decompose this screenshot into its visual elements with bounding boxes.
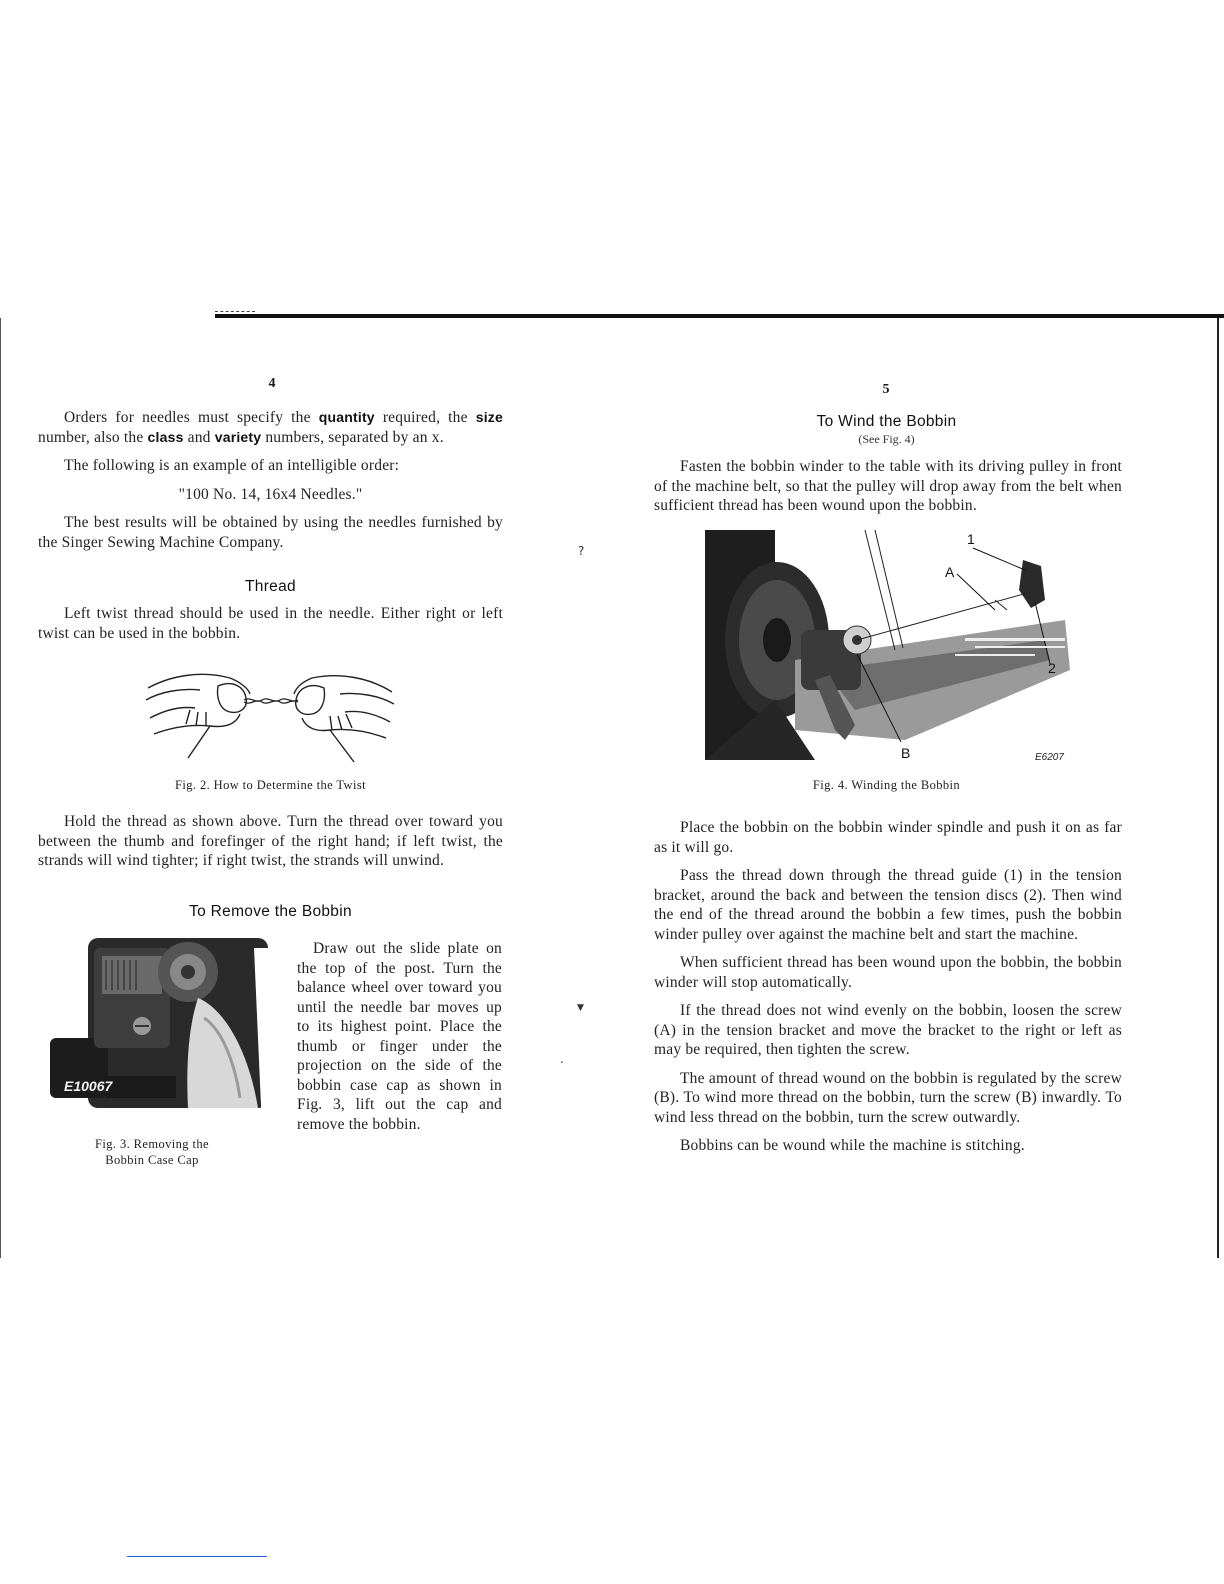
fig4-bobbin-winder-photo	[705, 530, 1075, 768]
instruction-paragraph: Pass the thread down through the thread guide (1) in the tension bracket, around the back and between the tension discs (2). Then wind the end of the thread around the bobbin a few times, push the bobbin winder pulley over against the machine belt and start the machine.	[654, 867, 1122, 943]
top-rule	[215, 314, 1224, 318]
fig4-code-label: E6207	[1035, 752, 1064, 763]
fig4-label-1: 1	[967, 531, 975, 547]
order-example: "100 No. 14, 16x4 Needles."	[178, 485, 363, 503]
wind-bobbin-heading: To Wind the Bobbin	[816, 413, 957, 430]
wind-bobbin-intro	[654, 457, 1122, 525]
fig4-caption: Fig. 4. Winding the Bobbin	[812, 778, 961, 792]
gutter-mark-2: ▼	[577, 1003, 584, 1013]
left-page-edge	[0, 318, 1, 1258]
right-page-edge	[1217, 318, 1219, 1258]
fig3-code-label: E10067	[64, 1078, 113, 1094]
fig4-label-a: A	[945, 564, 955, 580]
wind-bobbin-instructions	[654, 818, 1122, 1165]
instruction-paragraph: Place the bobbin on the bobbin winder spindle and push it on as far as it will go.	[654, 819, 1122, 856]
fig3-bobbin-case-photo	[48, 928, 270, 1128]
hold-thread-paragraph: Hold the thread as shown above. Turn the thread over toward you between the thumb and forefinger of the right hand; if left twist, the strands will wind tighter; if right twist, the strands will unwind.	[38, 813, 503, 869]
gutter-mark-1: ?	[578, 544, 585, 558]
example-intro-paragraph: The following is an example of an intelligible order:	[64, 457, 400, 474]
keyword-class: class	[147, 428, 184, 445]
hold-section	[38, 812, 503, 880]
page-number-left: 4	[268, 376, 276, 391]
instruction-paragraph: When sufficient thread has been wound upon the bobbin, the bobbin winder will stop automatically.	[654, 954, 1122, 991]
bottom-link-line	[127, 1556, 267, 1557]
fig3-caption: Fig. 3. Removing the Bobbin Case Cap	[95, 1137, 209, 1167]
fig2-twist-illustration	[140, 648, 400, 766]
remove-bobbin-heading: To Remove the Bobbin	[189, 903, 352, 920]
best-results-paragraph: The best results will be obtained by using the needles furnished by the Singer Sewing Machine Company.	[38, 514, 503, 551]
remove-bobbin-section	[297, 939, 502, 1143]
thread-paragraph: Left twist thread should be used in the needle. Either right or left twist can be used in the bobbin.	[38, 605, 503, 642]
remove-bobbin-paragraph: Draw out the slide plate on the top of the post. Turn the balance wheel over toward you until the needle bar moves up to its highest point. Place the thumb or finger under the projection on the side of the bobbin case cap as shown in Fig. 3, lift out the cap and remove the bobbin.	[297, 940, 502, 1133]
instruction-paragraph: Bobbins can be wound while the machine is stitching.	[680, 1137, 1025, 1154]
gutter-mark-3: .	[560, 1052, 564, 1066]
instruction-paragraph: The amount of thread wound on the bobbin is regulated by the screw (B). To wind more thread on the bobbin, turn the screw (B) inwardly. To wind less thread on the bobbin, turn the screw outwardly.	[654, 1069, 1122, 1126]
thread-heading: Thread	[245, 578, 296, 595]
wind-bobbin-subheading: (See Fig. 4)	[858, 432, 915, 446]
needle-order-paragraph: Orders for needles must specify the quantity required, the size number, also the class and variety numbers, separated by an x.	[38, 409, 503, 446]
fig4-label-2: 2	[1048, 660, 1056, 676]
page-number-right: 5	[882, 382, 890, 397]
keyword-size: size	[475, 409, 503, 425]
wind-bobbin-paragraph: Fasten the bobbin winder to the table with its driving pulley in front of the machine belt, so that the pulley will drop away from the belt when sufficient thread has been wound upon the bobbin.	[654, 458, 1122, 514]
fig4-label-b: B	[901, 745, 911, 761]
thread-section	[38, 604, 503, 652]
left-page-intro	[38, 408, 503, 561]
instruction-paragraph: If the thread does not wind evenly on the bobbin, loosen the screw (A) in the tension bracket and move the bracket to the right or left as may be required, then tighten the screw.	[654, 1002, 1122, 1058]
fig2-caption: Fig. 2. How to Determine the Twist	[175, 778, 366, 792]
keyword-quantity: quantity	[318, 409, 375, 425]
top-dash-mark	[215, 311, 255, 312]
keyword-variety: variety	[214, 428, 262, 445]
